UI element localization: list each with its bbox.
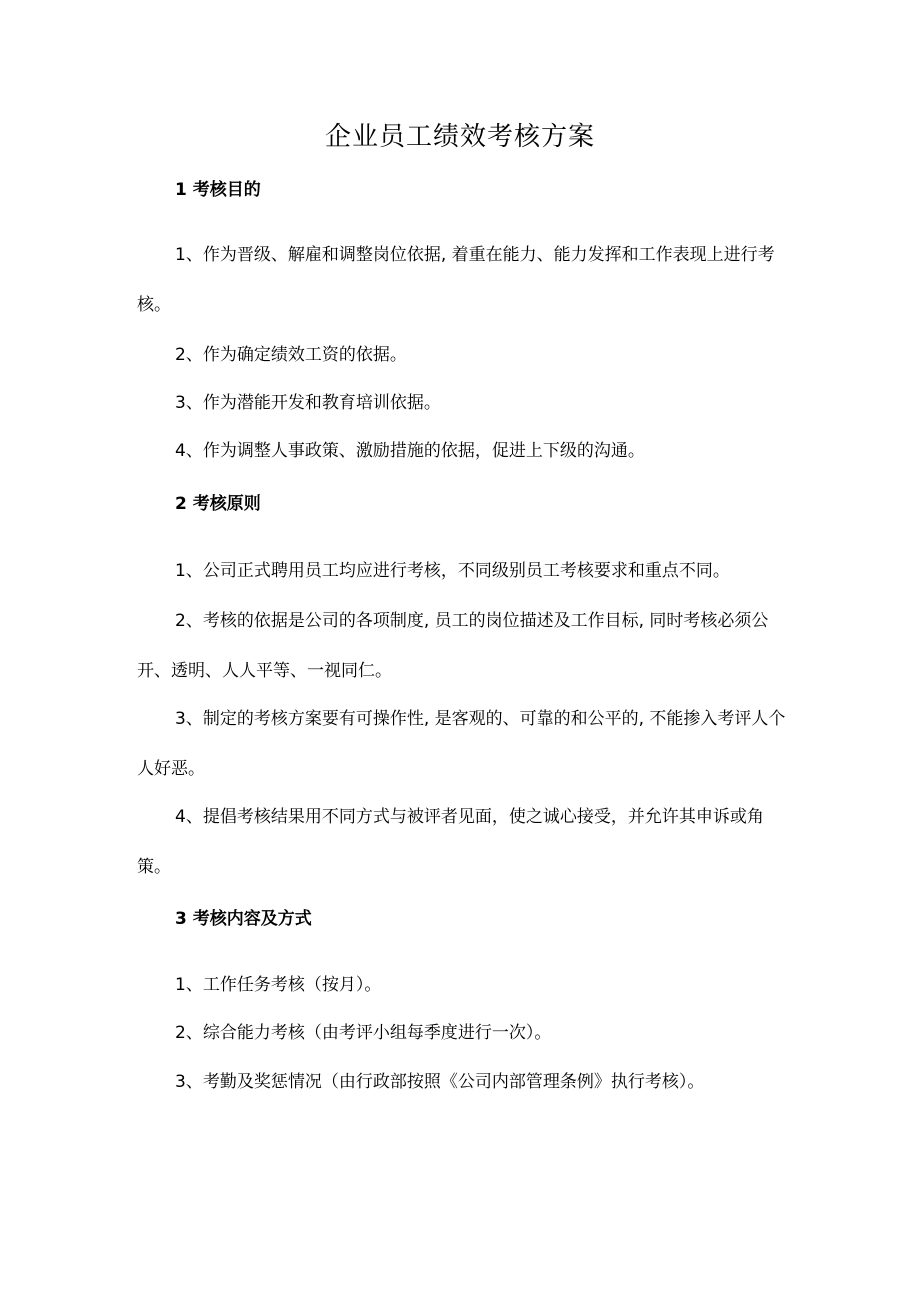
section-heading-content-methods: 3 考核内容及方式 [175,909,312,929]
paragraph-principles-2: 2、考核的依据是公司的各项制度, 员工的岗位描述及工作目标, 同时考核必须公开、透明、人人平等、一视同仁。 [137,611,769,681]
paragraph-principles-1: 1、公司正式聘用员工均应进行考核，不同级别员工考核要求和重点不同。 [175,561,730,581]
section-heading-purpose: 1 考核目的 [175,180,261,200]
paragraph-purpose-1: 1、作为晋级、解雇和调整岗位依据, 着重在能力、能力发挥和工作表现上进行考核。 [137,245,775,315]
paragraph-purpose-4: 4、作为调整人事政策、激励措施的依据，促进上下级的沟通。 [175,441,645,461]
paragraph-principles-3: 3、制定的考核方案要有可操作性, 是客观的、可靠的和公平的, 不能掺入考评人个人好恶。 [137,709,786,779]
paragraph-purpose-3: 3、作为潜能开发和教育培训依据。 [175,393,441,413]
paragraph-methods-1: 1、工作任务考核（按月）。 [175,975,382,995]
paragraph-purpose-2: 2、作为确定绩效工资的依据。 [175,345,407,365]
paragraph-principles-4: 4、提倡考核结果用不同方式与被评者见面，使之诚心接受，并允许其申诉或角策。 [137,807,764,877]
paragraph-methods-3: 3、考勤及奖惩情况（由行政部按照《公司内部管理条例》执行考核）。 [175,1072,705,1092]
paragraph-methods-2: 2、综合能力考核（由考评小组每季度进行一次）。 [175,1023,552,1043]
document-title: 企业员工绩效考核方案 [324,122,595,152]
section-heading-principles: 2 考核原则 [175,494,261,514]
